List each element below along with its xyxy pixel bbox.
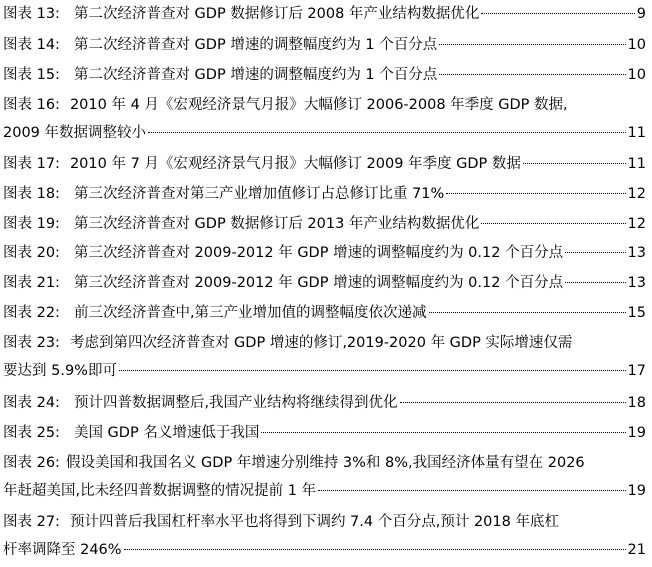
figure-label: 图表 17: [3, 156, 60, 172]
leader-dots [429, 312, 626, 313]
figure-label: 图表 24: [3, 395, 60, 411]
leader-dots [446, 193, 625, 194]
toc-entry[interactable] [3, 214, 646, 234]
page-number: 19 [627, 425, 646, 441]
page-number: 18 [627, 395, 646, 411]
figure-title: 美国 GDP 名义增速低于我国 [73, 425, 260, 441]
page-number: 13 [627, 275, 646, 291]
figure-label: 图表 15: [3, 67, 60, 83]
page-number: 21 [627, 542, 646, 558]
figure-label: 图表 25: [3, 425, 60, 441]
leader-dots [318, 490, 625, 491]
figure-label: 图表 14: [3, 37, 60, 53]
toc-entry[interactable] [3, 184, 646, 204]
toc-entry[interactable] [3, 303, 646, 323]
toc-entry[interactable] [3, 65, 646, 85]
figure-title: 2010 年 4 月《宏观经济景气月报》大幅修订 2006-2008 年季度 GDP 数据, [69, 97, 568, 113]
leader-dots [439, 74, 625, 75]
figure-title: 第二次经济普查对 GDP 增速的调整幅度约为 1 个百分点 [73, 37, 438, 53]
figure-title-continued: 年赶超美国,比未经四普数据调整的情况提前 1 年 [3, 483, 317, 499]
leader-dots [400, 402, 626, 403]
page-number: 11 [627, 125, 646, 141]
leader-dots [523, 163, 626, 164]
leader-dots [439, 44, 625, 45]
figure-title: 预计四普数据调整后,我国产业结构将继续得到优化 [73, 395, 398, 411]
figure-title-continued: 要达到 5.9%即可 [3, 363, 117, 379]
figure-label: 图表 16: [3, 97, 60, 113]
page-number: 11 [627, 156, 646, 172]
figure-label: 图表 18: [3, 186, 60, 202]
leader-dots [481, 223, 625, 224]
figure-title: 第三次经济普查对 2009-2012 年 GDP 增速的调整幅度约为 0.12 个百分点 [73, 275, 564, 291]
toc-entry[interactable] [3, 154, 646, 174]
figure-label: 图表 19: [3, 216, 60, 232]
figure-title: 第二次经济普查对 GDP 数据修订后 2008 年产业结构数据优化 [73, 6, 480, 22]
page-number: 13 [627, 245, 646, 261]
page-number: 10 [627, 67, 646, 83]
page-number: 19 [627, 483, 646, 499]
figure-title: 第三次经济普查对 GDP 数据修订后 2013 年产业结构数据优化 [73, 216, 480, 232]
toc-entry[interactable] [3, 453, 646, 501]
figure-title: 考虑到第四次经济普查对 GDP 增速的修订,2019-2020 年 GDP 实际增速仅需 [69, 335, 573, 351]
toc-entry[interactable] [3, 273, 646, 293]
page-number: 12 [627, 186, 646, 202]
figure-title: 预计四普后我国杠杆率水平也将得到下调约 7.4 个百分点,预计 2018 年底杠 [69, 514, 559, 530]
figure-label: 图表 23: [3, 335, 60, 351]
figure-label: 图表 26: [3, 455, 60, 471]
toc-entry[interactable] [3, 423, 646, 443]
page-number: 9 [636, 6, 646, 22]
toc-entry[interactable] [3, 4, 646, 24]
page-number: 12 [627, 216, 646, 232]
figure-title: 第三次经济普查对第三产业增加值修订占总修订比重 71% [73, 186, 445, 202]
figure-label: 图表 27: [3, 514, 60, 530]
leader-dots [261, 432, 625, 433]
page-number: 15 [627, 305, 646, 321]
toc-entry[interactable] [3, 243, 646, 263]
figure-title: 2010 年 7 月《宏观经济景气月报》大幅修订 2009 年季度 GDP 数据 [69, 156, 521, 172]
page-number: 17 [627, 363, 646, 379]
figure-title-continued: 杆率调降至 246% [3, 542, 122, 558]
leader-dots [148, 132, 626, 133]
figure-title: 前三次经济普查中,第三产业增加值的调整幅度依次递减 [73, 305, 427, 321]
leader-dots [565, 282, 625, 283]
figure-title: 第二次经济普查对 GDP 增速的调整幅度约为 1 个百分点 [73, 67, 438, 83]
toc-entry[interactable] [3, 95, 646, 143]
toc-entry[interactable] [3, 512, 646, 560]
leader-dots [481, 13, 634, 14]
toc-entry[interactable] [3, 333, 646, 381]
leader-dots [565, 252, 625, 253]
figure-label: 图表 22: [3, 305, 60, 321]
leader-dots [119, 370, 626, 371]
toc-entry[interactable] [3, 35, 646, 55]
leader-dots [124, 549, 626, 550]
figure-title-continued: 2009 年数据调整较小 [3, 125, 147, 141]
figure-title: 假设美国和我国名义 GDP 年增速分别维持 3%和 8%,我国经济体量有望在 2026 [65, 455, 585, 471]
figure-title: 第三次经济普查对 2009-2012 年 GDP 增速的调整幅度约为 0.12 个百分点 [73, 245, 564, 261]
figure-label: 图表 21: [3, 275, 60, 291]
page-number: 10 [627, 37, 646, 53]
toc-entry[interactable] [3, 393, 646, 413]
figure-label: 图表 20: [3, 245, 60, 261]
figure-label: 图表 13: [3, 6, 60, 22]
